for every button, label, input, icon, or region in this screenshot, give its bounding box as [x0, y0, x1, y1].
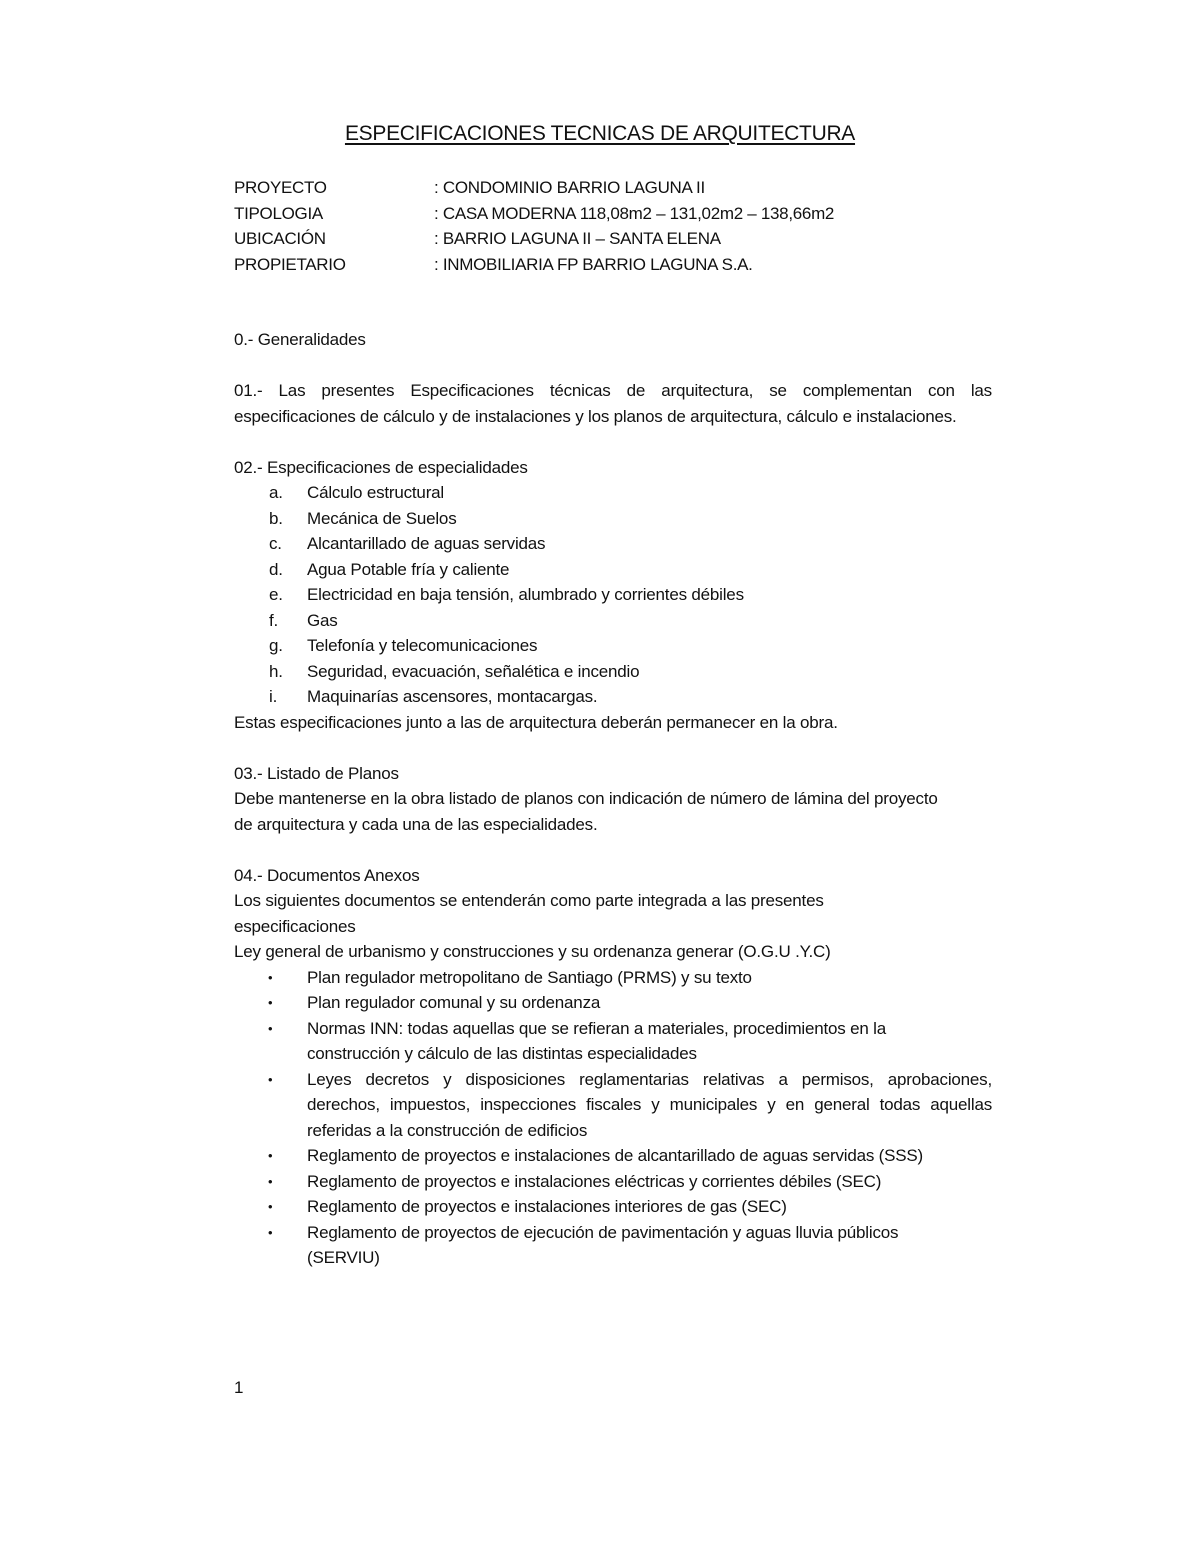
list-item: [234, 633, 992, 659]
list-item: [234, 965, 992, 991]
meta-row-proyecto: [234, 175, 994, 201]
list-item-text: Reglamento de proyectos e instalaciones eléctricas y corrientes débiles (SEC): [307, 1171, 882, 1191]
list-item-text: Reglamento de proyectos e instalaciones de alcantarillado de aguas servidas (SSS): [307, 1146, 923, 1165]
bullet-icon: •: [268, 969, 273, 985]
list-item: [234, 1016, 927, 1067]
meta-label: PROPIETARIO: [234, 254, 346, 274]
list-item-text: Seguridad, evacuación, señalética e incendio: [307, 661, 640, 681]
list-item-text: Leyes decretos y disposiciones reglamentarias relativas a permisos, aprobaciones, derechos, impuestos, inspecciones fiscales y municipales y en general todas aquellas referidas a la construcción de edificios: [307, 1069, 992, 1140]
bullet-icon: •: [268, 1020, 273, 1036]
list-item: [234, 684, 992, 710]
list-item-text: Cálculo estructural: [307, 483, 444, 502]
list-marker: g.: [269, 636, 283, 655]
bullet-icon: •: [268, 1148, 273, 1163]
meta-row-ubicacion: [234, 226, 994, 252]
list-item-text: Agua Potable fría y caliente: [307, 559, 510, 579]
bullet-icon: •: [268, 1224, 273, 1240]
list-item: [234, 659, 992, 685]
list-marker: f.: [269, 610, 279, 630]
specialties-list: [234, 480, 992, 710]
list-item-text: Plan regulador comunal y su ordenanza: [307, 993, 601, 1012]
bullet-icon: •: [268, 995, 273, 1010]
list-item: [234, 531, 992, 557]
meta-row-propietario: [234, 252, 994, 278]
meta-label: PROYECTO: [234, 178, 327, 197]
list-marker: b.: [269, 508, 283, 528]
meta-value: : CONDOMINIO BARRIO LAGUNA II: [434, 178, 705, 197]
section-0-heading: 0.- Generalidades: [234, 330, 366, 349]
list-marker: a.: [269, 483, 283, 502]
bullet-icon: •: [268, 1071, 273, 1087]
list-item: [234, 582, 992, 608]
document-title: ESPECIFICACIONES TECNICAS DE ARQUITECTURA: [344, 122, 856, 145]
list-item-text: Electricidad en baja tensión, alumbrado y corrientes débiles: [307, 585, 744, 604]
list-marker: i.: [269, 687, 278, 706]
list-marker: d.: [269, 559, 283, 579]
section-3-heading: 03.- Listado de Planos: [234, 763, 399, 783]
list-item-text: Plan regulador metropolitano de Santiago (PRMS) y su texto: [307, 967, 752, 987]
section-1-paragraph: 01.- Las presentes Especificaciones técnicas de arquitectura, se complementan con las especificaciones de cálculo y de instalaciones y los planos de arquitectura, cálculo e instalaciones.: [234, 381, 992, 426]
bullet-icon: •: [268, 1199, 273, 1214]
meta-label: TIPOLOGIA: [234, 203, 323, 223]
list-item-text: Telefonía y telecomunicaciones: [307, 636, 538, 655]
bullet-icon: •: [268, 1173, 273, 1189]
list-item: [234, 557, 992, 583]
list-marker: e.: [269, 585, 283, 604]
list-item-text: Mecánica de Suelos: [307, 508, 457, 528]
section-3-paragraph: Debe mantenerse en la obra listado de planos con indicación de número de lámina del proyecto de arquitectura y cada una de las especialidades.: [234, 789, 938, 834]
list-item: [234, 506, 992, 532]
list-item-text: Maquinarías ascensores, montacargas.: [307, 687, 598, 706]
list-item: [234, 990, 992, 1016]
section-4-heading: 04.- Documentos Anexos: [234, 865, 420, 885]
list-item: [234, 1067, 992, 1144]
meta-row-tipologia: [234, 201, 994, 227]
spacer: [234, 353, 992, 379]
spacer: [234, 735, 992, 761]
list-item-text: Normas INN: todas aquellas que se refieran a materiales, procedimientos en la construcción y cálculo de las distintas especialidades: [307, 1018, 886, 1063]
meta-label: UBICACIÓN: [234, 229, 326, 248]
spacer: [234, 837, 992, 863]
list-item: [234, 1169, 992, 1195]
list-marker: c.: [269, 534, 282, 553]
section-4-law: Ley general de urbanismo y construcciones y su ordenanza generar (O.G.U .Y.C): [234, 942, 831, 961]
list-item: [234, 608, 992, 634]
list-item-text: Alcantarillado de aguas servidas: [307, 534, 546, 553]
project-meta: [234, 175, 994, 277]
list-item-text: Reglamento de proyectos e instalaciones interiores de gas (SEC): [307, 1197, 787, 1216]
list-item-text: Reglamento de proyectos de ejecución de pavimentación y aguas lluvia públicos (SERVIU): [307, 1222, 899, 1267]
page-number: 1: [234, 1378, 244, 1397]
list-marker: h.: [269, 661, 283, 681]
list-item: [234, 480, 992, 506]
section-4-intro: Los siguientes documentos se entenderán como parte integrada a las presentes especificaciones: [234, 891, 824, 936]
section-2-footer: Estas especificaciones junto a las de arquitectura deberán permanecer en la obra.: [234, 712, 838, 732]
section-2-heading: 02.- Especificaciones de especialidades: [234, 457, 528, 477]
spacer: [234, 429, 992, 455]
meta-value: : INMOBILIARIA FP BARRIO LAGUNA S.A.: [434, 254, 753, 274]
meta-value: : CASA MODERNA 118,08m2 – 131,02m2 – 138,66m2: [434, 203, 835, 223]
document-body: [234, 327, 992, 1271]
list-item: [234, 1143, 992, 1169]
meta-value: : BARRIO LAGUNA II – SANTA ELENA: [434, 229, 721, 248]
annex-documents-list: [234, 965, 992, 1271]
list-item-text: Gas: [307, 610, 338, 630]
list-item: [234, 1220, 967, 1271]
list-item: [234, 1194, 992, 1220]
